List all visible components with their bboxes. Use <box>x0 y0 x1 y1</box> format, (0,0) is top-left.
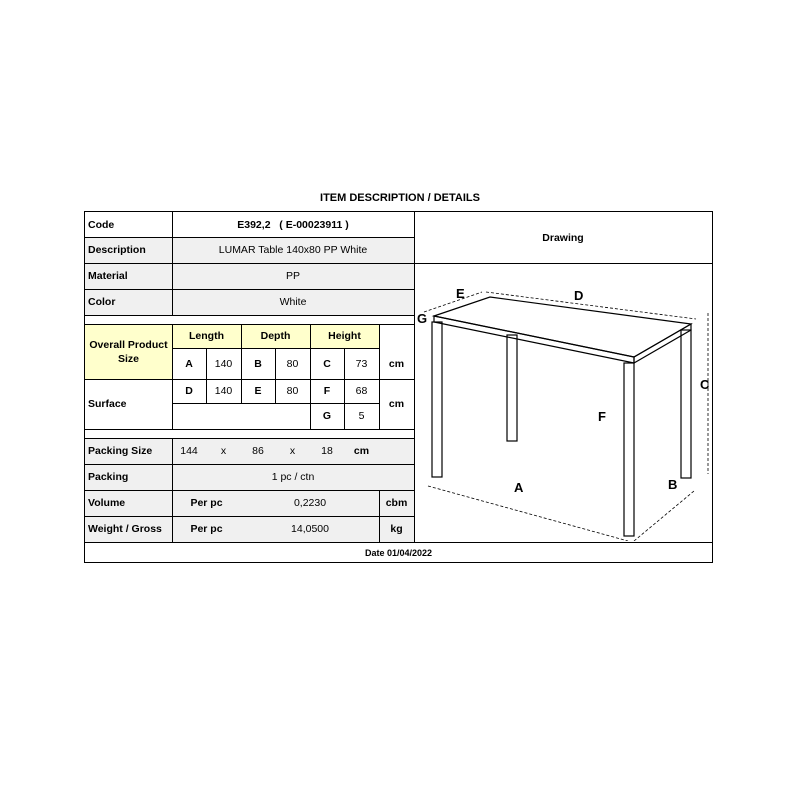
drawing-letter-f: F <box>598 409 606 424</box>
dim-value-b: 80 <box>286 357 299 370</box>
dim-value-c: 73 <box>355 357 368 370</box>
material-label: Material <box>88 270 128 282</box>
table-leg-back-left <box>507 335 517 441</box>
dim-key-g: G <box>322 410 332 422</box>
volume-value: 0,2230 <box>293 497 327 509</box>
drawing-letter-a: A <box>514 480 524 495</box>
packing-width: 86 <box>252 445 264 457</box>
packing-x-1: x <box>220 445 227 457</box>
depth-header: Depth <box>260 330 291 342</box>
spec-sheet <box>84 211 713 563</box>
packing-label: Packing <box>88 471 129 483</box>
drawing-letter-e: E <box>456 286 465 301</box>
document-date: Date 01/04/2022 <box>364 547 433 558</box>
surface-unit: cm <box>388 398 405 410</box>
dim-value-f: 68 <box>355 385 368 397</box>
weight-unit: kg <box>390 523 403 535</box>
table-leg-front-left <box>432 322 442 477</box>
table-drawing <box>414 239 712 541</box>
drawing-letter-g: G <box>417 311 428 326</box>
color-label: Color <box>88 296 116 308</box>
dim-value-g: 5 <box>358 410 365 422</box>
table-leg-back-right <box>681 330 691 478</box>
document-title: ITEM DESCRIPTION / DETAILS <box>320 192 480 204</box>
volume-label: Volume <box>88 497 126 509</box>
length-header: Length <box>189 330 224 342</box>
weight-per: Per pc <box>190 523 223 535</box>
dim-key-b: B <box>254 357 262 370</box>
surface-label: Surface <box>88 398 127 410</box>
height-header: Height <box>328 330 361 342</box>
dim-key-c: C <box>323 357 331 370</box>
packing-size-unit: cm <box>353 445 370 457</box>
packing-x-2: x <box>289 445 296 457</box>
weight-label: Weight / Gross <box>88 523 162 535</box>
table-top-edge <box>434 316 634 363</box>
drawing-letter-c: C <box>700 377 710 392</box>
weight-value: 14,0500 <box>291 523 329 535</box>
dim-value-d: 140 <box>214 385 233 397</box>
dim-value-a: 140 <box>214 357 233 370</box>
dim-line-d <box>486 292 696 319</box>
drawing-title: Drawing <box>542 231 584 244</box>
dim-value-e: 80 <box>286 385 299 397</box>
code-label: Code <box>88 218 115 231</box>
volume-unit: cbm <box>385 497 408 509</box>
drawing-letter-b: B <box>668 477 678 492</box>
material-value: PP <box>285 270 300 282</box>
packing-height: 18 <box>321 445 333 457</box>
drawing-letter-d: D <box>574 288 584 303</box>
dim-key-f: F <box>323 385 331 397</box>
packing-length: 144 <box>180 445 198 457</box>
dim-key-e: E <box>254 385 262 397</box>
dim-line-a <box>428 486 628 541</box>
overall-unit: cm <box>388 357 405 370</box>
dim-line-b <box>634 491 694 541</box>
description-label: Description <box>88 244 146 256</box>
code-value: E392,2 ( E-00023911 ) <box>237 218 349 231</box>
description-value: LUMAR Table 140x80 PP White <box>218 244 368 256</box>
packing-size-label: Packing Size <box>88 445 153 457</box>
overall-size-label: Overall Product Size <box>89 338 168 365</box>
color-value: White <box>279 296 307 308</box>
volume-per: Per pc <box>190 497 223 509</box>
packing-value: 1 pc / ctn <box>271 471 315 483</box>
table-leg-front-right <box>624 363 634 536</box>
dim-key-a: A <box>185 357 193 370</box>
dim-key-d: D <box>185 385 193 397</box>
